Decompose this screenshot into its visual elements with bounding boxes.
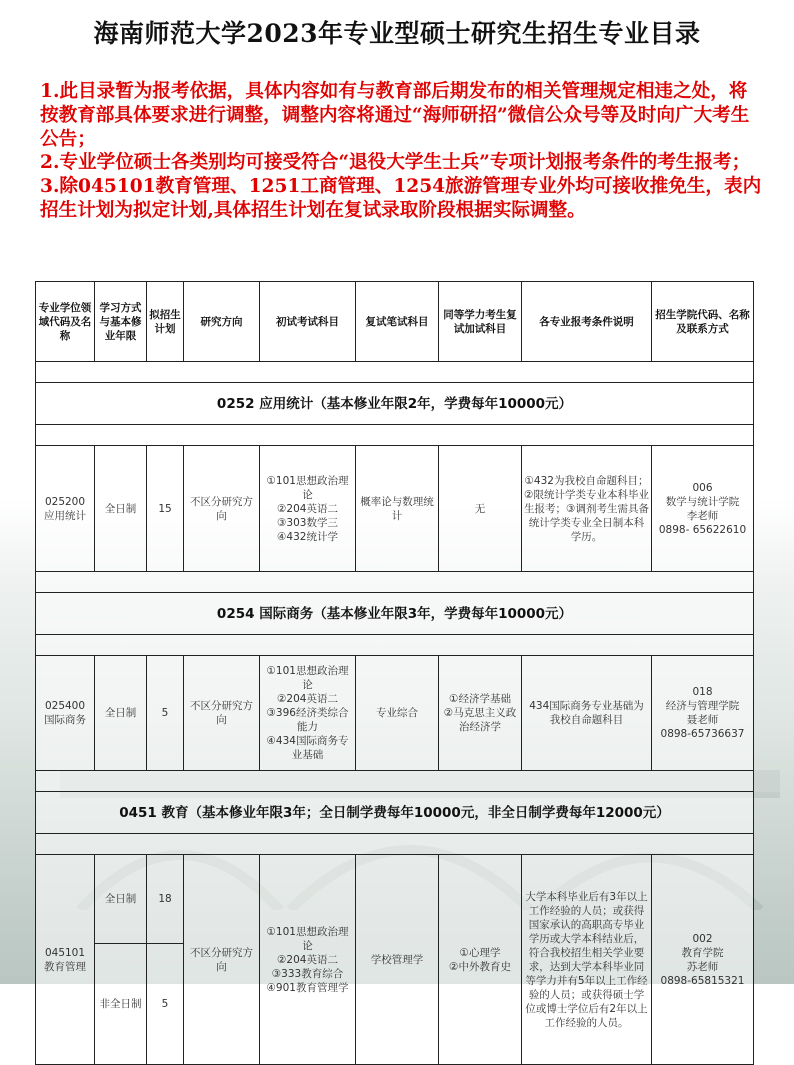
study-mode-full-time: 全日制 (95, 855, 147, 944)
program-cell (36, 656, 95, 771)
header-study-mode: 学习方式与基本修业年限 (95, 282, 147, 362)
conditions: 434国际商务专业基础为我校自命题科目 (522, 656, 652, 771)
college-phone: 0898- 65622610 (658, 523, 747, 536)
notice-2: 2.专业学位硕士各类别均可接受符合“退役大学生士兵”专项计划报考条件的考生报考； (40, 152, 751, 174)
college-name: 数学与统计学院 (665, 495, 740, 508)
table-row (36, 855, 754, 944)
exam-subject: ④434国际商务专业基础 (266, 735, 349, 761)
exam-subjects (260, 656, 356, 771)
research-direction: 不区分研究方向 (184, 446, 260, 572)
exam-subject: ④901教育管理学 (266, 981, 349, 994)
program-code: 025200 (44, 495, 86, 508)
header-plan: 拟招生计划 (147, 282, 184, 362)
exam-subject: ①101思想政治理论 (266, 474, 349, 501)
program-code: 045101 (44, 946, 86, 959)
plan-count: 15 (147, 446, 184, 572)
program-name: 应用统计 (44, 509, 86, 522)
program-code: 025400 (44, 700, 86, 712)
exam-subject: ①101思想政治理论 (266, 665, 349, 691)
table-row (36, 656, 754, 771)
extra-subjects (439, 656, 522, 771)
college-name: 教育学院 (681, 946, 724, 959)
notice-1: 1.此目录暂为报考依据，具体内容如有与教育部后期发布的相关管理规定相违之处，将按教育部具体要求进行调整，调整内容将通过“海师研招”微信公众号等及时向广大考生公告； (40, 81, 750, 150)
header-college: 招生学院代码、名称及联系方式 (652, 282, 754, 362)
college-phone: 0898-65815321 (660, 974, 745, 987)
group-heading-row (36, 593, 754, 635)
exam-subject: ③303数学三 (277, 516, 338, 529)
exam-subject: ②204英语二 (277, 502, 338, 515)
college-name: 经济与管理学院 (665, 700, 740, 712)
program-cell (36, 855, 95, 1065)
exam-subject: ①101思想政治理论 (266, 925, 349, 952)
exam-subject: ②204英语二 (277, 693, 338, 705)
study-mode: 全日制 (95, 446, 147, 572)
extra-subject: ②中外教育史 (449, 960, 511, 973)
research-direction: 不区分研究方向 (184, 855, 260, 1065)
retest-subject: 概率论与数理统计 (356, 446, 439, 572)
group-heading: 0254 国际商务（基本修业年限3年，学费每年10000元） (36, 593, 754, 635)
study-mode-part-time: 非全日制 (95, 944, 147, 1065)
header-retest-subjects: 复试笔试科目 (356, 282, 439, 362)
extra-subject: ①经济学基础 (449, 693, 511, 705)
group-heading: 0451 教育（基本修业年限3年；全日制学费每年10000元，非全日制学费每年12000元） (36, 792, 754, 834)
retest-subject: 学校管理学 (356, 855, 439, 1065)
notice-block (40, 80, 762, 223)
study-mode: 全日制 (95, 656, 147, 771)
college-cell (652, 656, 754, 771)
college-code: 018 (692, 686, 713, 698)
extra-subjects (439, 855, 522, 1065)
extra-subject: 无 (439, 446, 522, 572)
exam-subjects (260, 446, 356, 572)
exam-subject: ④432统计学 (277, 530, 338, 543)
plan-count-full-time: 18 (147, 855, 184, 944)
extra-subject: ②马克思主义政治经济学 (443, 707, 517, 733)
program-catalog-table (35, 281, 754, 1065)
college-code: 006 (692, 481, 713, 494)
header-extra-subjects: 同等学力考生复试加试科目 (439, 282, 522, 362)
plan-count: 5 (147, 656, 184, 771)
college-code: 002 (692, 932, 713, 945)
college-contact: 聂老师 (686, 714, 719, 726)
college-contact: 苏老师 (686, 960, 719, 973)
exam-subject: ②204英语二 (277, 953, 338, 966)
group-heading-row (36, 792, 754, 834)
exam-subjects (260, 855, 356, 1065)
college-contact: 李老师 (686, 509, 719, 522)
page-title: 海南师范大学2023年专业型硕士研究生招生专业目录 (93, 19, 701, 48)
college-cell (652, 446, 754, 572)
header-direction: 研究方向 (184, 282, 260, 362)
exam-subject: ③333教育综合 (271, 967, 344, 980)
college-cell (652, 855, 754, 1065)
program-name: 国际商务 (44, 714, 86, 726)
group-heading: 0252 应用统计（基本修业年限2年，学费每年10000元） (36, 383, 754, 425)
notice-3: 3.除045101教育管理、1251工商管理、1254旅游管理专业外均可接收推免生，表内招生计划为拟定计划,具体招生计划在复试录取阶段根据实际调整。 (40, 176, 762, 221)
header-exam-subjects: 初试考试科目 (260, 282, 356, 362)
exam-subject: ③396经济类综合能力 (266, 707, 349, 733)
plan-count-part-time: 5 (147, 944, 184, 1065)
program-name: 教育管理 (44, 960, 86, 973)
research-direction: 不区分研究方向 (184, 656, 260, 771)
header-conditions: 各专业报考条件说明 (522, 282, 652, 362)
table-header-row (36, 282, 754, 362)
group-heading-row (36, 383, 754, 425)
table-row (36, 446, 754, 572)
extra-subject: ①心理学 (459, 946, 501, 959)
conditions: ①432为我校自命题科目；②限统计学类专业本科毕业生报考；③调剂考生需具备统计学类专业全日制本科学历。 (522, 446, 652, 572)
retest-subject: 专业综合 (356, 656, 439, 771)
conditions: 大学本科毕业后有3年以上工作经验的人员；或获得国家承认的高职高专毕业学历或大学本科结业后，符合我校招生相关学业要求，达到大学本科毕业同等学力并有5年以上工作经验的人员；或获得硕士学位或博士学位后有2年以上工作经验的人员。 (522, 855, 652, 1065)
college-phone: 0898-65736637 (660, 728, 745, 740)
program-cell (36, 446, 95, 572)
header-program: 专业学位领域代码及名称 (36, 282, 95, 362)
